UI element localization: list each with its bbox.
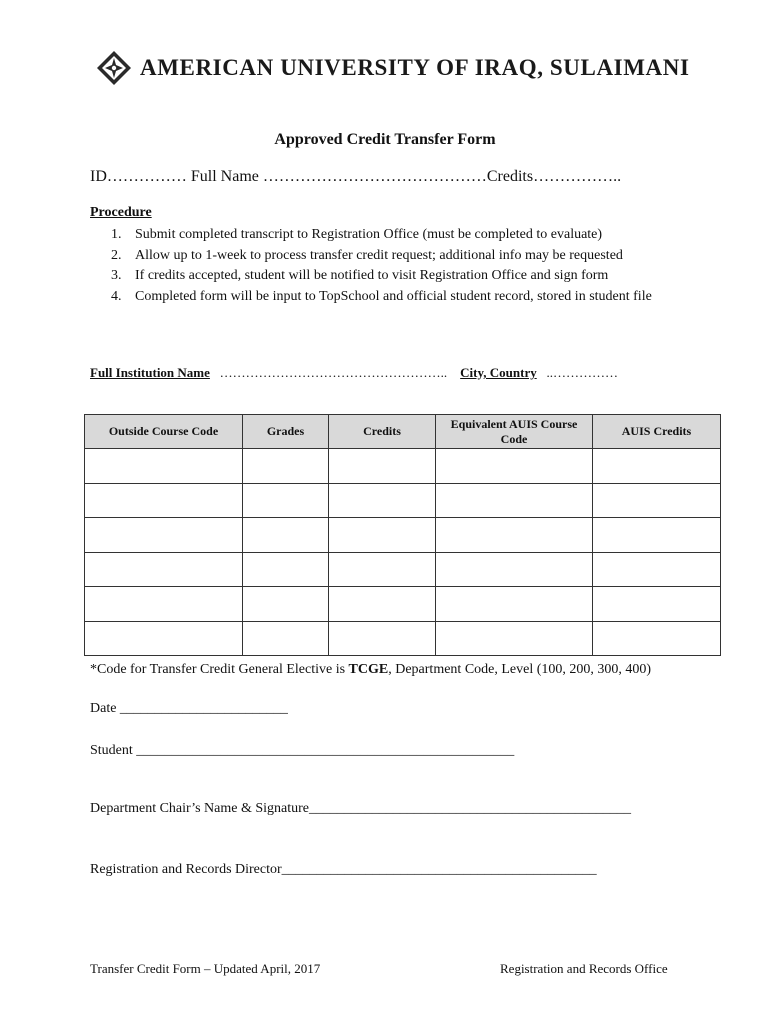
step-number: 1.: [111, 227, 122, 242]
table-cell[interactable]: [243, 587, 329, 622]
step-number: 3.: [111, 268, 122, 283]
step-text: Submit completed transcript to Registration Office (must be completed to evaluate): [135, 227, 603, 242]
registration-director-field[interactable]: Registration and Records Director_____________________________________________: [90, 862, 597, 877]
table-cell[interactable]: [436, 587, 593, 622]
course-transfer-table: [84, 414, 721, 656]
form-title: Approved Credit Transfer Form: [274, 131, 496, 148]
table-cell[interactable]: [85, 587, 243, 622]
table-cell[interactable]: [85, 552, 243, 587]
table-cell[interactable]: [329, 621, 436, 656]
table-cell[interactable]: [436, 449, 593, 484]
table-cell[interactable]: [243, 518, 329, 553]
table-header-row: [85, 415, 721, 449]
tcge-note: [90, 662, 651, 678]
procedure-step: [108, 246, 678, 267]
department-chair-signature-field[interactable]: Department Chair’s Name & Signature______________________________________________: [90, 801, 632, 816]
table-cell[interactable]: [436, 552, 593, 587]
student-field[interactable]: Student ______________________________________________________: [90, 743, 515, 758]
table-cell[interactable]: [243, 552, 329, 587]
table-row: [85, 449, 721, 484]
table-row: [85, 552, 721, 587]
footer-form-version: Transfer Credit Form – Updated April, 2017: [90, 961, 321, 976]
table-cell[interactable]: [436, 483, 593, 518]
institution-line: [90, 365, 618, 381]
table-cell[interactable]: [593, 483, 721, 518]
header-credits: Credits: [329, 415, 436, 449]
table-row: [85, 483, 721, 518]
header-outside-course-code: Outside Course Code: [85, 415, 243, 449]
diamond-star-seal-icon: [96, 50, 132, 86]
step-text: Allow up to 1-week to process transfer credit request; additional info may be requested: [135, 247, 623, 263]
institution-name-field[interactable]: ……………………………………………..: [219, 365, 448, 380]
table-row: [85, 518, 721, 553]
table-cell[interactable]: [329, 518, 436, 553]
step-text: Completed form will be input to TopSchool and official student record, stored in student file: [135, 288, 652, 304]
table-cell[interactable]: [243, 449, 329, 484]
university-header: [96, 48, 690, 88]
step-number: 2.: [111, 247, 122, 263]
table-cell[interactable]: [436, 518, 593, 553]
procedure-step: [108, 287, 678, 308]
procedure-step: [108, 266, 678, 287]
city-country-label: City, Country: [460, 365, 537, 380]
table-cell[interactable]: [593, 587, 721, 622]
table-cell[interactable]: [85, 621, 243, 656]
table-cell[interactable]: [243, 621, 329, 656]
table-cell[interactable]: [593, 518, 721, 553]
city-country-field[interactable]: ..……………: [546, 365, 618, 380]
table-cell[interactable]: [329, 587, 436, 622]
table-cell[interactable]: [329, 449, 436, 484]
table-body: [85, 449, 721, 656]
table-cell[interactable]: [329, 552, 436, 587]
university-name: AMERICAN UNIVERSITY OF IRAQ, SULAIMANI: [140, 55, 690, 80]
procedure-heading: Procedure: [90, 205, 152, 220]
table-row: [85, 587, 721, 622]
id-name-credits-line: ID…………… Full Name ……………………………………Credits……………..: [90, 168, 622, 185]
step-number: 4.: [111, 288, 122, 304]
table-row: [85, 621, 721, 656]
note-prefix: *Code for Transfer Credit General Elective is: [90, 662, 349, 677]
table-cell[interactable]: [85, 449, 243, 484]
header-grades: Grades: [243, 415, 329, 449]
note-code: TCGE: [348, 662, 389, 677]
table-cell[interactable]: [436, 621, 593, 656]
table-cell[interactable]: [593, 449, 721, 484]
table-cell[interactable]: [85, 518, 243, 553]
procedure-step: [108, 225, 678, 246]
table-cell[interactable]: [593, 621, 721, 656]
header-equivalent-auis-course-code: Equivalent AUIS Course Code: [436, 415, 593, 449]
note-suffix: , Department Code, Level (100, 200, 300, 400): [388, 662, 652, 677]
step-text: If credits accepted, student will be notified to visit Registration Office and sign form: [135, 268, 609, 283]
table-cell[interactable]: [593, 552, 721, 587]
table-cell[interactable]: [85, 483, 243, 518]
table-cell[interactable]: [329, 483, 436, 518]
procedure-list: [108, 225, 678, 307]
header-auis-credits: AUIS Credits: [593, 415, 721, 449]
footer-office: Registration and Records Office: [500, 961, 668, 976]
institution-name-label: Full Institution Name: [90, 365, 210, 380]
table-cell[interactable]: [243, 483, 329, 518]
date-field[interactable]: Date ________________________: [90, 701, 288, 716]
